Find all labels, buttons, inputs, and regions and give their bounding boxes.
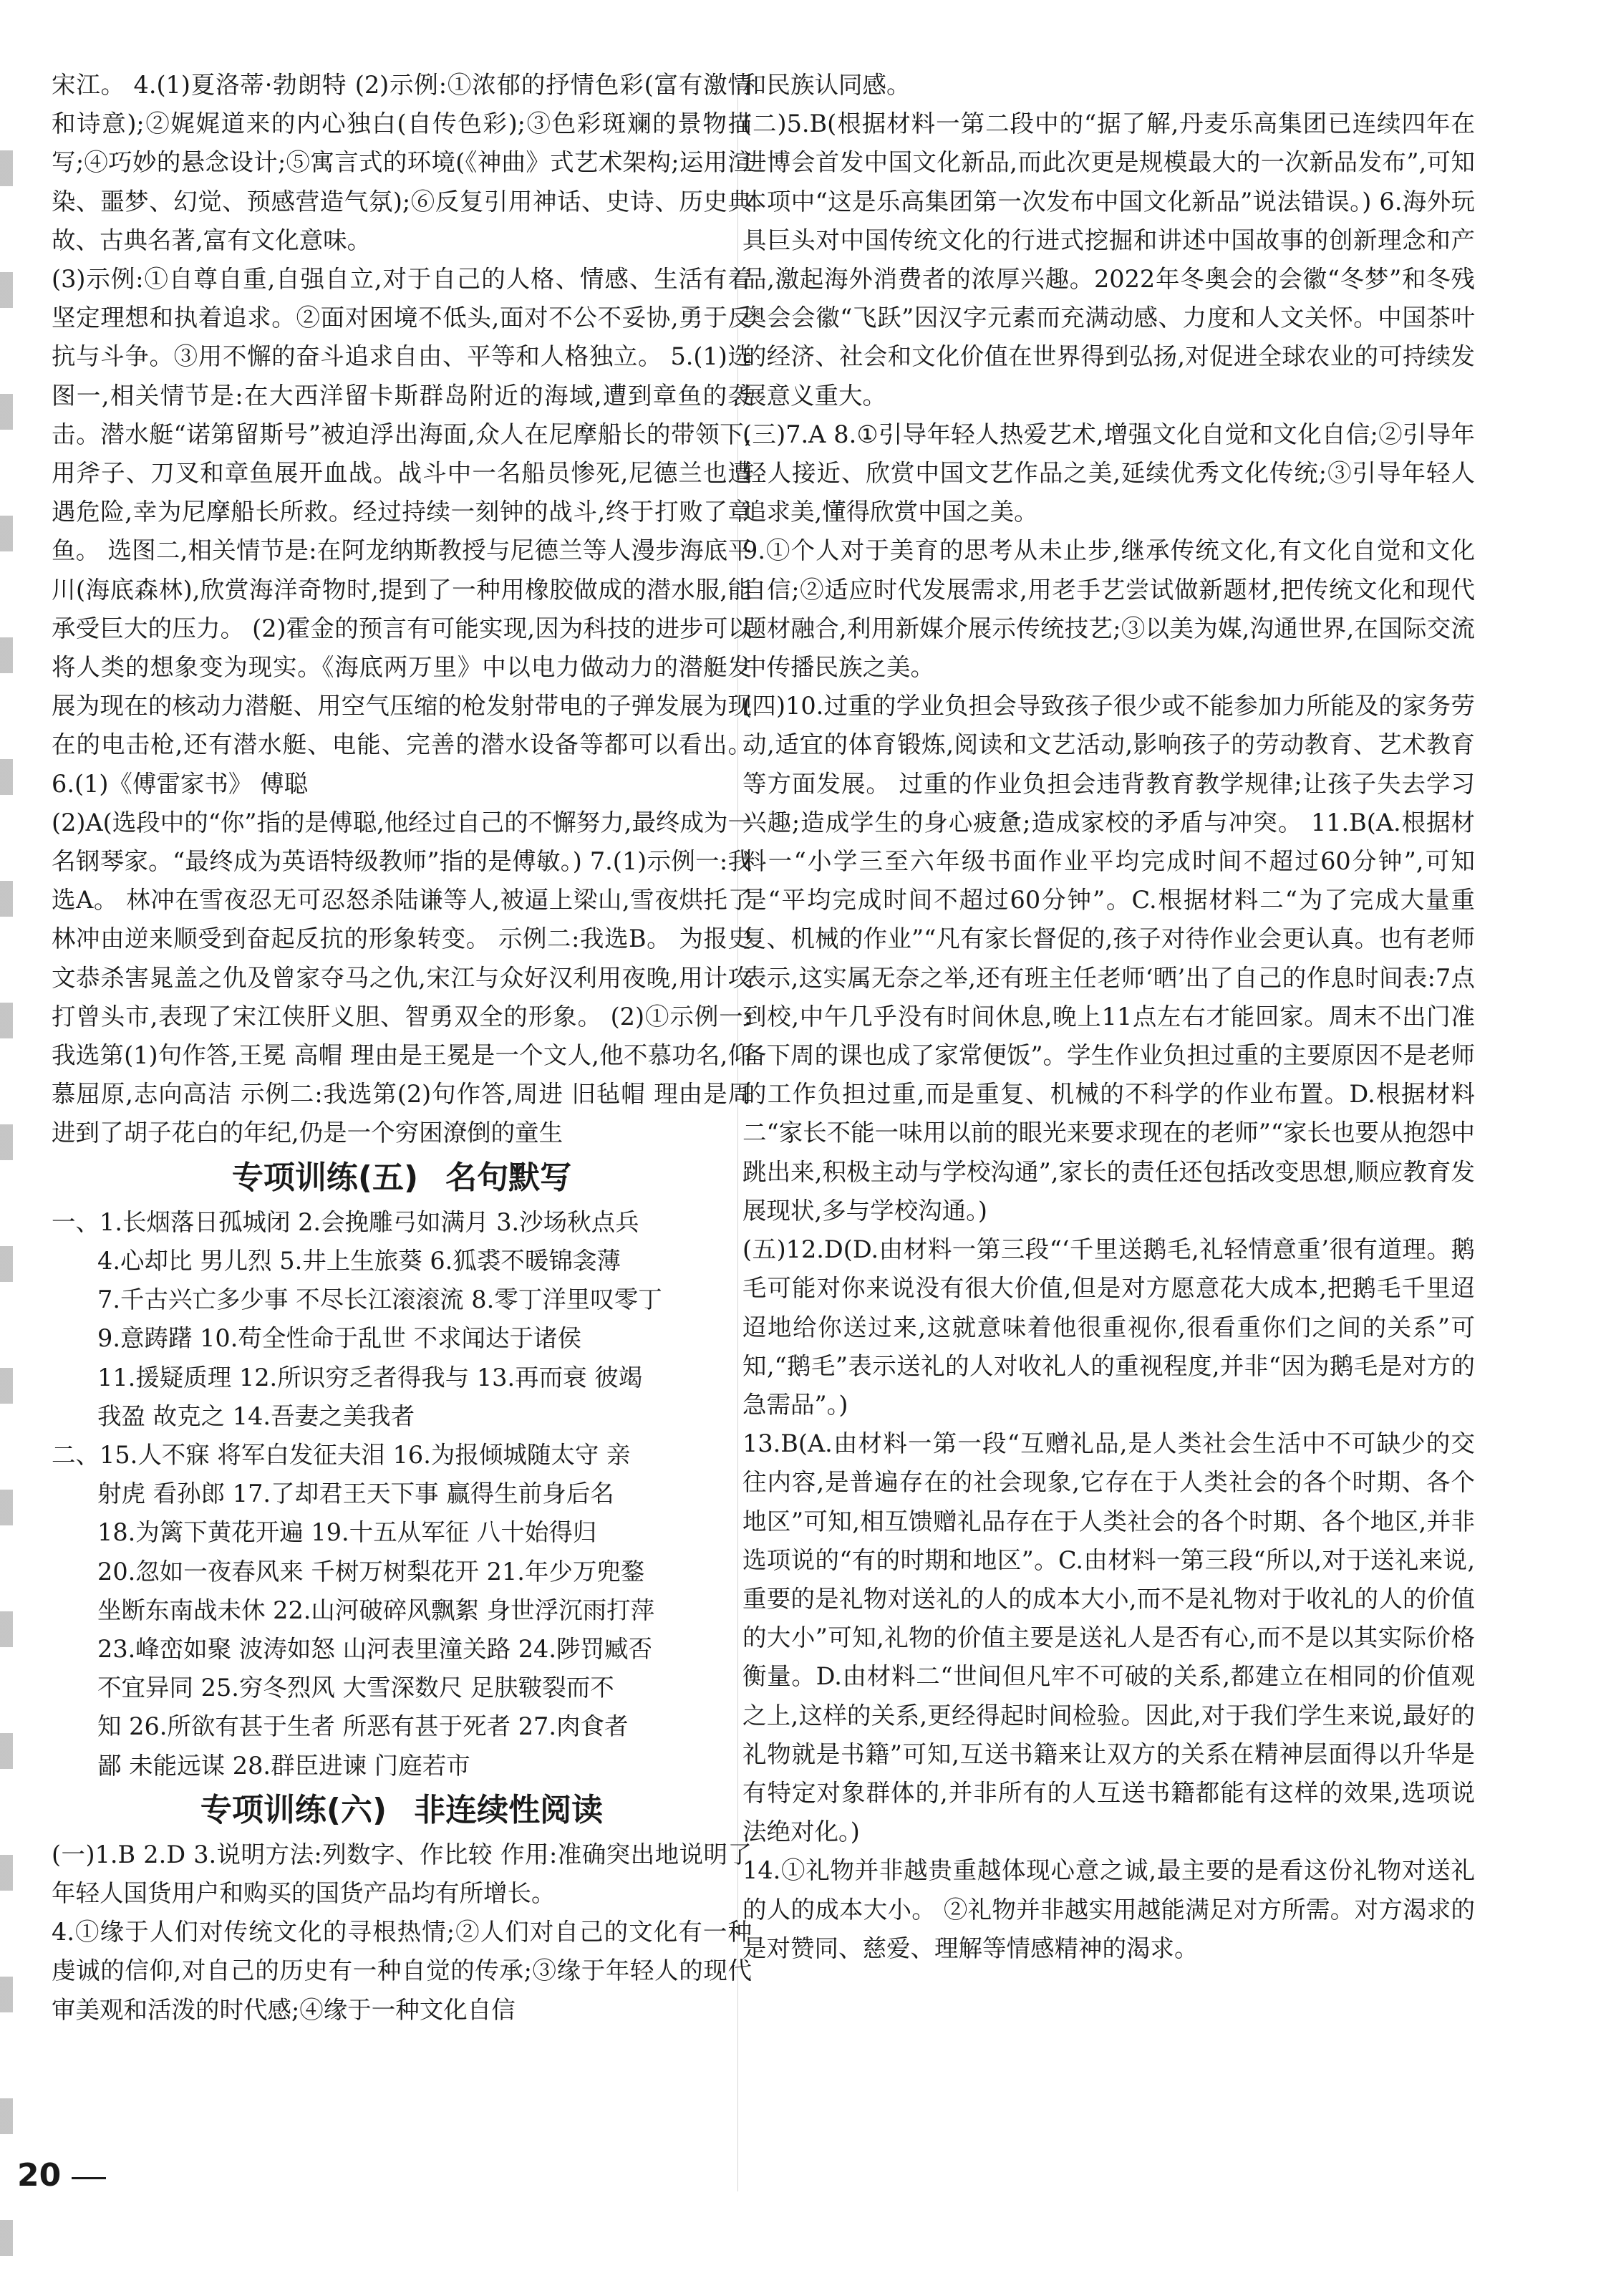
answer-paragraph: 4.①缘于人们对传统文化的寻根热情;②人们对自己的文化有一种虔诚的信仰,对自己的历史有一种自觉的传承;③缘于年轻人的现代审美观和活泼的时代感;④缘于一种文化自信 (52, 1918, 752, 2024)
answer-paragraph: (二)5.B(根据材料一第二段中的“据了解,丹麦乐高集团已连续四年在进博会首发中国文化新品,而此次更是规模最大的一次新品发布”,可知本项中“这是乐高集团第一次发布中国文化新品”说法错误。) 6.海外玩具巨头对中国传统文化的行进式挖掘和讲述中国故事的创新理念和产品,激起海外消费者的浓厚兴趣。2022年冬奥会的会徽“冬梦”和冬残奥会会徽“飞跃”因汉字元素而充满动感、力度和人文关怀。中国茶叶的经济、社会和文化价值在世界得到弘扬,对促进全球农业的可持续发展意义重大。 (742, 110, 1475, 410)
answer-paragraph: 14.①礼物并非越贵重越体现心意之诚,最主要的是看这份礼物对送礼的人的成本大小。 ②礼物并非越实用越能满足对方所需。对方渴求的是对赞同、慈爱、理解等情感精神的渴求。 (742, 1856, 1475, 1962)
answer-paragraph: (2)A(选段中的“你”指的是傅聪,他经过自己的不懈努力,最终成为一名钢琴家。“最终成为英语特级教师”指的是傅敏。) 7.(1)示例一:我选A。 林冲在雪夜忍无可忍怒杀陆谦等人,被逼上梁山,雪夜烘托了林冲由逆来顺受到奋起反抗的形象转变。 示例二:我选B。 为报史文恭杀害晁盖之仇及曾家夺马之仇,宋江与众好汉利用夜晚,用计攻打曾头市,表现了宋江侠肝义胆、智勇双全的形象。 (2)①示例一:我选第(1)句作答,王冕 高帽 理由是王冕是一个文人,他不慕功名,仰慕屈原,志向高洁 示例二:我选第(2)句作答,周进 旧毡帽 理由是周进到了胡子花白的年纪,仍是一个穷困潦倒的童生 (52, 808, 752, 1147)
answer-line: 23.峰峦如聚 波涛如怒 山河表里潼关路 24.陟罚臧否 (97, 1634, 652, 1663)
page-number-dash (72, 2177, 106, 2179)
answer-line: 18.为篱下黄花开遍 19.十五从军征 八十始得归 (97, 1518, 597, 1547)
section-title-text: 名句默写 (445, 1159, 572, 1196)
answer-paragraph: 13.B(A.由材料一第一段“互赠礼品,是人类社会生活中不可缺少的交往内容,是普遍存在的社会现象,它存在于人类社会的各个时期、各个地区”可知,相互馈赠礼品存在于人类社会的各个时期、各个地区,并非选项说的“有的时期和地区”。C.由材料一第三段“所以,对于送礼来说,重要的是礼物对送礼的人的成本大小,而不是礼物对于收礼的人的价值的大小”可知,礼物的价值主要是送礼人是否有心,而不是以其实际价格衡量。D.由材料二“世间但凡牢不可破的关系,都建立在相同的价值观之上,这样的关系,更经得起时间检验。因此,对于我们学生来说,最好的礼物就是书籍”可知,互送书籍来让双方的关系在精神层面得以升华是有特定对象群体的,并非所有的人互送书籍都能有这样的效果,选项说法绝对化。) (742, 1429, 1475, 1846)
answer-line: 知 26.所欲有甚于生者 所恶有甚于死者 27.肉食者 (97, 1712, 629, 1741)
section-title-number: 专项训练(六) (200, 1791, 387, 1828)
answer-line: 11.援疑质理 12.所识穷乏者得我与 13.再而衰 彼竭 (97, 1363, 643, 1391)
answer-line: 我盈 故克之 14.吾妻之美我者 (97, 1402, 415, 1430)
answer-paragraph: (四)10.过重的学业负担会导致孩子很少或不能参加力所能及的家务劳动,适宜的体育锻炼,阅读和文艺活动,影响孩子的劳动教育、艺术教育等方面发展。 过重的作业负担会违背教育教学规律;让孩子失去学习兴趣;造成学生的身心疲惫;造成家校的矛盾与冲突。 11.B(A.根据材料一“小学三至六年级书面作业平均完成时间不超过60分钟”,可知是“平均完成时间不超过60分钟”。C.根据材料二“为了完成大量重复、机械的作业”“凡有家长督促的,孩子对待作业会更认真。也有老师表示,这实属无奈之举,还有班主任老师‘晒’出了自己的作息时间表:7点到校,中午几乎没有时间休息,晚上11点左右才能回家。周末不出门准备下周的课也成了家常便饭”。学生作业负担过重的主要原因不是老师的工作负担过重,而是重复、机械的不科学的作业布置。D.根据材料二“家长不能一味用以前的眼光来要求现在的老师”“家长也要从抱怨中跳出来,积极主动与学校沟通”,家长的责任还包括改变思想,顺应教育发展现状,多与学校沟通。) (742, 692, 1475, 1225)
answer-line: 射虎 看孙郎 17.了却君王天下事 赢得生前身后名 (97, 1480, 614, 1508)
answer-paragraph: (3)示例:①自尊自重,自强自立,对于自己的人格、情感、生活有着坚定理想和执着追求。②面对困境不低头,面对不公不妥协,勇于反抗与斗争。③用不懈的奋斗追求自由、平等和人格独立。 5.(1)选图一,相关情节是:在大西洋留卡斯群岛附近的海域,遭到章鱼的袭击。潜水艇“诺第留斯号”被迫浮出海面,众人在尼摩船长的带领下,用斧子、刀叉和章鱼展开血战。战斗中一名船员惨死,尼德兰也遭遇危险,幸为尼摩船长所救。经过持续一刻钟的战斗,终于打败了章鱼。 选图二,相关情节是:在阿龙纳斯教授与尼德兰等人漫步海底平川(海底森林),欣赏海洋奇物时,提到了一种用橡胶做成的潜水服,能承受巨大的压力。 (2)霍金的预言有可能实现,因为科技的进步可以将人类的想象变为现实。《海底两万里》中以电力做动力的潜艇发展为现在的核动力潜艇、用空气压缩的枪发射带电的子弹发展为现在的电击枪,还有潜水艇、电能、完善的潜水设备等都可以看出。 6.(1)《傅雷家书》 傅聪 (52, 265, 752, 798)
answer-paragraph: 和民族认同感。 (742, 71, 911, 99)
binding-edge (0, 64, 13, 2270)
answer-line: 一、1.长烟落日孤城闭 2.会挽雕弓如满月 3.沙场秋点兵 (52, 1207, 639, 1236)
left-column (52, 66, 752, 2030)
answer-line: 不宜异同 25.穷冬烈风 大雪深数尺 足肤皲裂而不 (97, 1674, 614, 1702)
answer-paragraph: 9.①个人对于美育的思考从未止步,继承传统文化,有文化自觉和文化自信;②适应时代发展需求,用老手艺尝试做新题材,把传统文化和现代题材融合,利用新媒介展示传统技艺;③以美为媒,沟通世界,在国际交流中传播民族之美。 (742, 536, 1475, 682)
section-title-number: 专项训练(五) (231, 1159, 419, 1196)
right-column (742, 66, 1475, 1968)
answer-paragraph: (三)7.A 8.①引导年轻人热爱艺术,增强文化自觉和文化自信;②引导年轻人接近、欣赏中国文艺作品之美,延续优秀文化传统;③引导年轻人追求美,懂得欣赏中国之美。 (742, 420, 1475, 526)
section-title-6 (52, 1790, 752, 1831)
answer-line: 4.心却比 男儿烈 5.井上生旅葵 6.狐裘不暖锦衾薄 (97, 1246, 621, 1275)
section-title-5 (52, 1157, 752, 1199)
answer-line: 二、15.人不寐 将军白发征夫泪 16.为报倾城随太守 亲 (52, 1440, 631, 1469)
answer-line: 9.意踌躇 10.苟全性命于乱世 不求闻达于诸侯 (97, 1324, 582, 1353)
page-number: 20 (17, 2157, 62, 2194)
answer-paragraph: (五)12.D(D.由材料一第三段“‘千里送鹅毛,礼轻情意重’很有道理。鹅毛可能对你来说没有很大价值,但是对方愿意花大成本,把鹅毛千里迢迢地给你送过来,这就意味着他很重视你,很看重你们之间的关系”可知,“鹅毛”表示送礼的人对收礼人的重视程度,并非“因为鹅毛是对方的急需品”。) (742, 1235, 1475, 1419)
answer-paragraph: 宋江。 4.(1)夏洛蒂·勃朗特 (2)示例:①浓郁的抒情色彩(富有激情和诗意);②娓娓道来的内心独白(自传色彩);③色彩斑斓的景物描写;④巧妙的悬念设计;⑤寓言式的环境(《神曲》式艺术架构;运用渲染、噩梦、幻觉、预感营造气氛);⑥反复引用神话、史诗、历史典故、古典名著,富有文化意味。 (52, 71, 752, 254)
answer-line: 鄙 未能远谋 28.群臣进谏 门庭若市 (97, 1751, 470, 1780)
answer-line: 坐断东南战未休 22.山河破碎风飘絮 身世浮沉雨打萍 (97, 1596, 655, 1624)
answer-line: 20.忽如一夜春风来 千树万树梨花开 21.年少万兜鍪 (97, 1557, 645, 1586)
answer-paragraph: (一)1.B 2.D 3.说明方法:列数字、作比较 作用:准确突出地说明了年轻人国货用户和购买的国货产品均有所增长。 (52, 1840, 752, 1907)
section-title-text: 非连续性阅读 (414, 1791, 604, 1828)
answer-line: 7.千古兴亡多少事 不尽长江滚滚流 8.零丁洋里叹零丁 (97, 1286, 662, 1314)
